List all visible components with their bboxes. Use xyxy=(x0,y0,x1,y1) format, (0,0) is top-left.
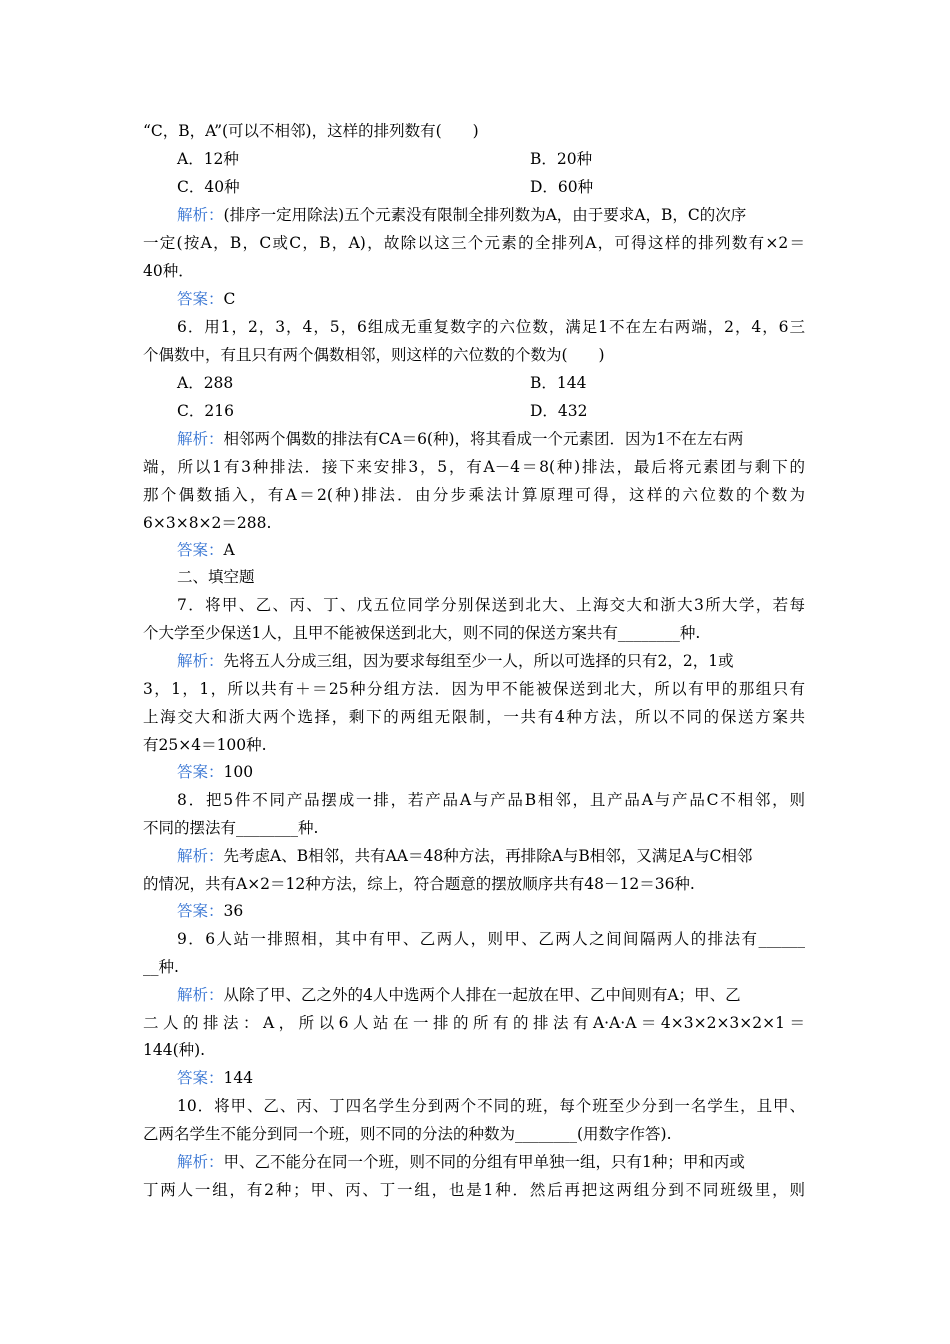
q5-option-d: D．60种 xyxy=(530,178,594,196)
answer-label: 答案： xyxy=(177,902,224,920)
q5-analysis-line-2: 一定(按A，B，C或C，B，A)，故除以这三个元素的全排列A，可得这样的排列数有×2＝ xyxy=(143,234,805,252)
q9-stem-line-1: 9．6人站一排照相，其中有甲、乙两人，则甲、乙两人之间间隔两人的排法有______ xyxy=(177,930,805,948)
q6-analysis-line-3: 那个偶数插入，有A＝2(种)排法．由分步乘法计算原理可得，这样的六位数的个数为 xyxy=(143,486,805,504)
q8-answer xyxy=(177,901,243,921)
answer-label: 答案： xyxy=(177,763,224,781)
analysis-label: 解析： xyxy=(177,652,224,670)
section-heading-fill-in: 二、填空题 xyxy=(177,568,255,586)
analysis-label: 解析： xyxy=(177,986,224,1004)
analysis-label: 解析： xyxy=(177,206,224,224)
q7-answer xyxy=(177,762,253,782)
q6-option-b: B．144 xyxy=(530,374,587,392)
q7-analysis-line-2: 3，1，1，所以共有＋＝25种分组方法．因为甲不能被保送到北大，所以有甲的那组只有 xyxy=(143,680,805,698)
q7-stem-line-1: 7．将甲、乙、丙、丁、戊五位同学分别保送到北大、上海交大和浙大3所大学，若每 xyxy=(177,596,805,614)
q8-analysis-line-1 xyxy=(177,846,752,866)
q6-answer xyxy=(177,540,235,560)
answer-value: 100 xyxy=(223,763,254,781)
q6-stem-line-2: 个偶数中，有且只有两个偶数相邻，则这样的六位数的个数为( ) xyxy=(143,346,605,364)
q6-option-d: D．432 xyxy=(530,402,588,420)
analysis-text: 相邻两个偶数的排法有CA＝6(种)，将其看成一个元素团．因为1不在左右两 xyxy=(223,430,744,448)
analysis-text: 甲、乙不能分在同一个班，则不同的分组有甲单独一组，只有1种；甲和丙或 xyxy=(223,1153,745,1171)
analysis-text: 先将五人分成三组，因为要求每组至少一人，所以可选择的只有2，2，1或 xyxy=(223,652,734,670)
answer-label: 答案： xyxy=(177,290,224,308)
analysis-label: 解析： xyxy=(177,1153,224,1171)
analysis-label: 解析： xyxy=(177,847,224,865)
q6-option-a: A．288 xyxy=(177,374,234,392)
answer-label: 答案： xyxy=(177,541,224,559)
q6-stem-line-1: 6．用1，2，3，4，5，6组成无重复数字的六位数，满足1不在左右两端，2，4，6三 xyxy=(177,318,805,336)
q9-answer xyxy=(177,1068,253,1088)
q5-analysis-line-3: 40种． xyxy=(143,262,194,280)
q5-stem-tail: “C，B，A”(可以不相邻)，这样的排列数有( ) xyxy=(143,122,479,140)
q6-analysis-line-4: 6×3×8×2＝288. xyxy=(143,514,272,532)
q7-analysis-line-3: 上海交大和浙大两个选择，剩下的两组无限制，一共有4种方法，所以不同的保送方案共 xyxy=(143,708,805,726)
answer-value: 36 xyxy=(223,902,244,920)
q9-analysis-line-1 xyxy=(177,985,741,1005)
analysis-text: (排序一定用除法)五个元素没有限制全排列数为A，由于要求A，B，C的次序 xyxy=(223,206,747,224)
q10-analysis-line-2: 丁两人一组，有2种；甲、丙、丁一组，也是1种．然后再把这两组分到不同班级里，则 xyxy=(143,1181,805,1199)
q9-analysis-line-3: 144(种). xyxy=(143,1041,206,1059)
q7-stem-line-2: 个大学至少保送1人，且甲不能被保送到北大，则不同的保送方案共有________种. xyxy=(143,624,701,642)
answer-value: A xyxy=(223,541,235,559)
q9-stem-line-2: __种. xyxy=(143,958,179,976)
analysis-text: 先考虑A、B相邻，共有AA＝48种方法，再排除A与B相邻，又满足A与C相邻 xyxy=(223,847,753,865)
q5-answer xyxy=(177,289,235,309)
q6-analysis-line-1 xyxy=(177,429,743,449)
q8-stem-line-1: 8．把5件不同产品摆成一排，若产品A与产品B相邻，且产品A与产品C不相邻，则 xyxy=(177,791,805,809)
q10-stem-line-2: 乙两名学生不能分到同一个班，则不同的分法的种数为________(用数字作答). xyxy=(143,1125,672,1143)
q7-analysis-line-4: 有25×4＝100种. xyxy=(143,736,267,754)
q5-option-c: C．40种 xyxy=(177,178,240,196)
q10-stem-line-1: 10．将甲、乙、丙、丁四名学生分到两个不同的班，每个班至少分到一名学生，且甲、 xyxy=(177,1097,805,1115)
q8-stem-line-2: 不同的摆法有________种. xyxy=(143,819,319,837)
q5-option-b: B．20种 xyxy=(530,150,593,168)
q8-analysis-line-2: 的情况，共有A×2＝12种方法，综上，符合题意的摆放顺序共有48－12＝36种. xyxy=(143,875,695,893)
q5-option-a: A．12种 xyxy=(177,150,239,168)
q10-analysis-line-1 xyxy=(177,1152,745,1172)
q5-analysis-line-1 xyxy=(177,205,746,225)
answer-value: 144 xyxy=(223,1069,254,1087)
q7-analysis-line-1 xyxy=(177,651,734,671)
answer-value: C xyxy=(223,290,236,308)
q9-analysis-line-2: 二人的排法：A，所以6人站在一排的所有的排法有A·A·A＝4×3×2×3×2×1＝ xyxy=(143,1014,805,1032)
analysis-text: 从除了甲、乙之外的4人中选两个人排在一起放在甲、乙中间则有A；甲、乙 xyxy=(223,986,741,1004)
answer-label: 答案： xyxy=(177,1069,224,1087)
q6-option-c: C．216 xyxy=(177,402,234,420)
q6-analysis-line-2: 端，所以1有3种排法．接下来安排3，5，有A－4＝8(种)排法，最后将元素团与剩下的 xyxy=(143,458,805,476)
analysis-label: 解析： xyxy=(177,430,224,448)
